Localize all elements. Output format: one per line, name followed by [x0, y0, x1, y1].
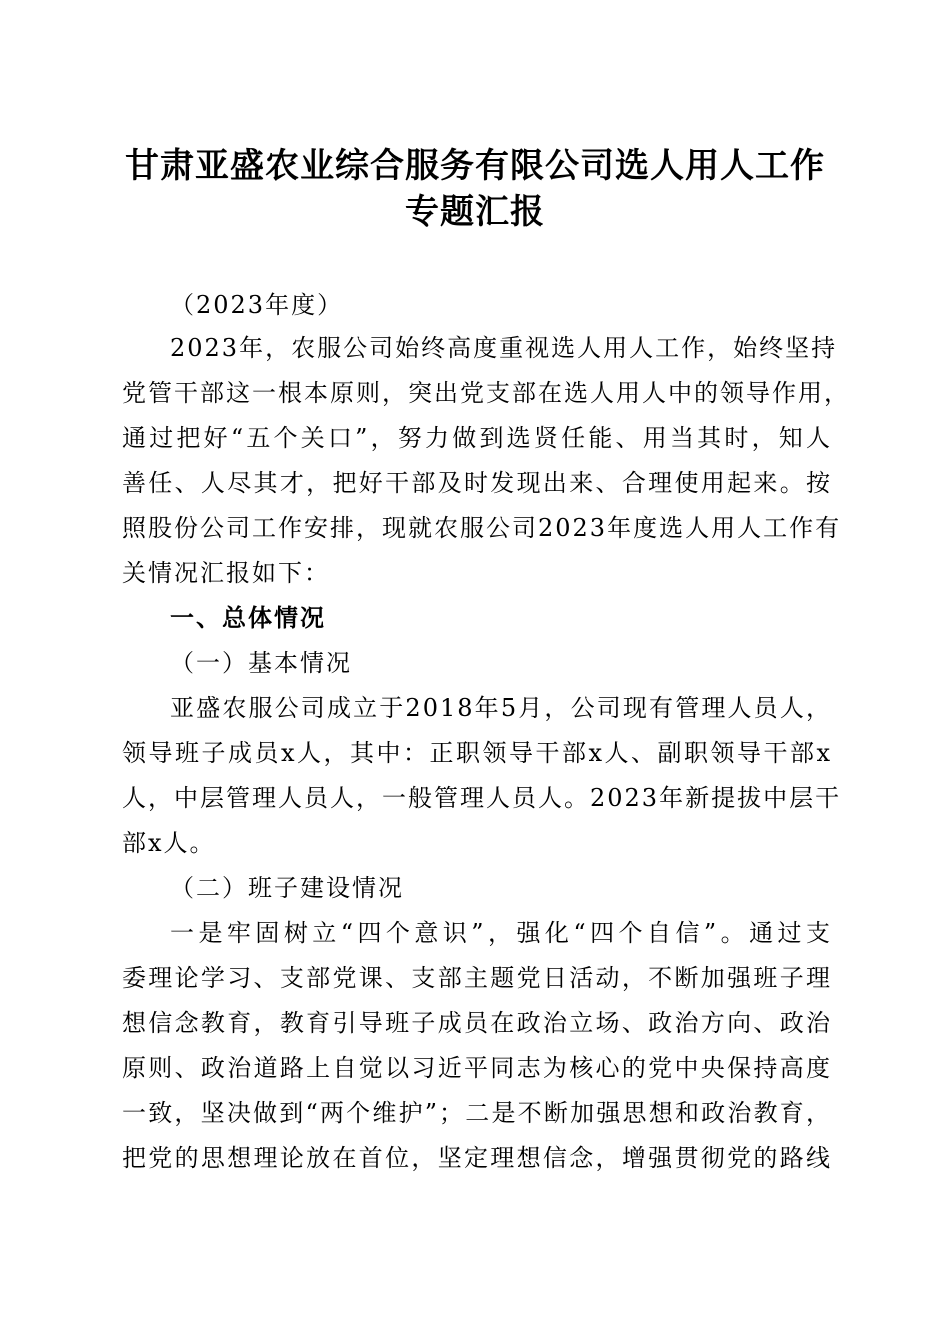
paragraph-line: 关情况汇报如下：: [122, 559, 330, 587]
subsection-heading: （二）班子建设情况: [170, 874, 404, 902]
paragraph-line: 部x人。: [122, 829, 216, 857]
paragraph-line: 亚盛农服公司成立于2018年5月，公司现有管理人员人，: [170, 694, 832, 722]
paragraph-line: 一致，坚决做到“两个维护”；二是不断加强思想和政治教育，: [122, 1099, 832, 1127]
document-title-line-2: 专题汇报: [405, 192, 545, 232]
paragraph-line: 想信念教育，教育引导班子成员在政治立场、政治方向、政治: [122, 1009, 832, 1037]
paragraph-line: 2023年，农服公司始终高度重视选人用人工作，始终坚持: [170, 334, 838, 362]
paragraph-line: 通过把好“五个关口”，努力做到选贤任能、用当其时，知人: [122, 424, 832, 452]
subsection-heading: （一）基本情况: [170, 649, 352, 677]
paragraph-line: 一是牢固树立“四个意识”，强化“四个自信”。通过支: [170, 919, 832, 947]
section-heading: 一、总体情况: [170, 603, 326, 632]
paragraph-line: 原则、政治道路上自觉以习近平同志为核心的党中央保持高度: [122, 1054, 832, 1082]
paragraph-line: 党管干部这一根本原则，突出党支部在选人用人中的领导作用，: [122, 379, 850, 407]
paragraph-line: 把党的思想理论放在首位，坚定理想信念，增强贯彻党的路线: [122, 1144, 832, 1172]
paragraph-line: 照股份公司工作安排，现就农服公司2023年度选人用人工作有: [122, 514, 842, 542]
paragraph-line: 善任、人尽其才，把好干部及时发现出来、合理使用起来。按: [122, 469, 832, 497]
paragraph-line: 领导班子成员x人，其中：正职领导干部x人、副职领导干部x: [122, 739, 832, 767]
report-year: （2023年度）: [170, 291, 344, 319]
document-title-line-1: 甘肃亚盛农业综合服务有限公司选人用人工作: [125, 146, 825, 186]
paragraph-line: 委理论学习、支部党课、支部主题党日活动，不断加强班子理: [122, 964, 832, 992]
paragraph-line: 人，中层管理人员人，一般管理人员人。2023年新提拔中层干: [122, 784, 842, 812]
